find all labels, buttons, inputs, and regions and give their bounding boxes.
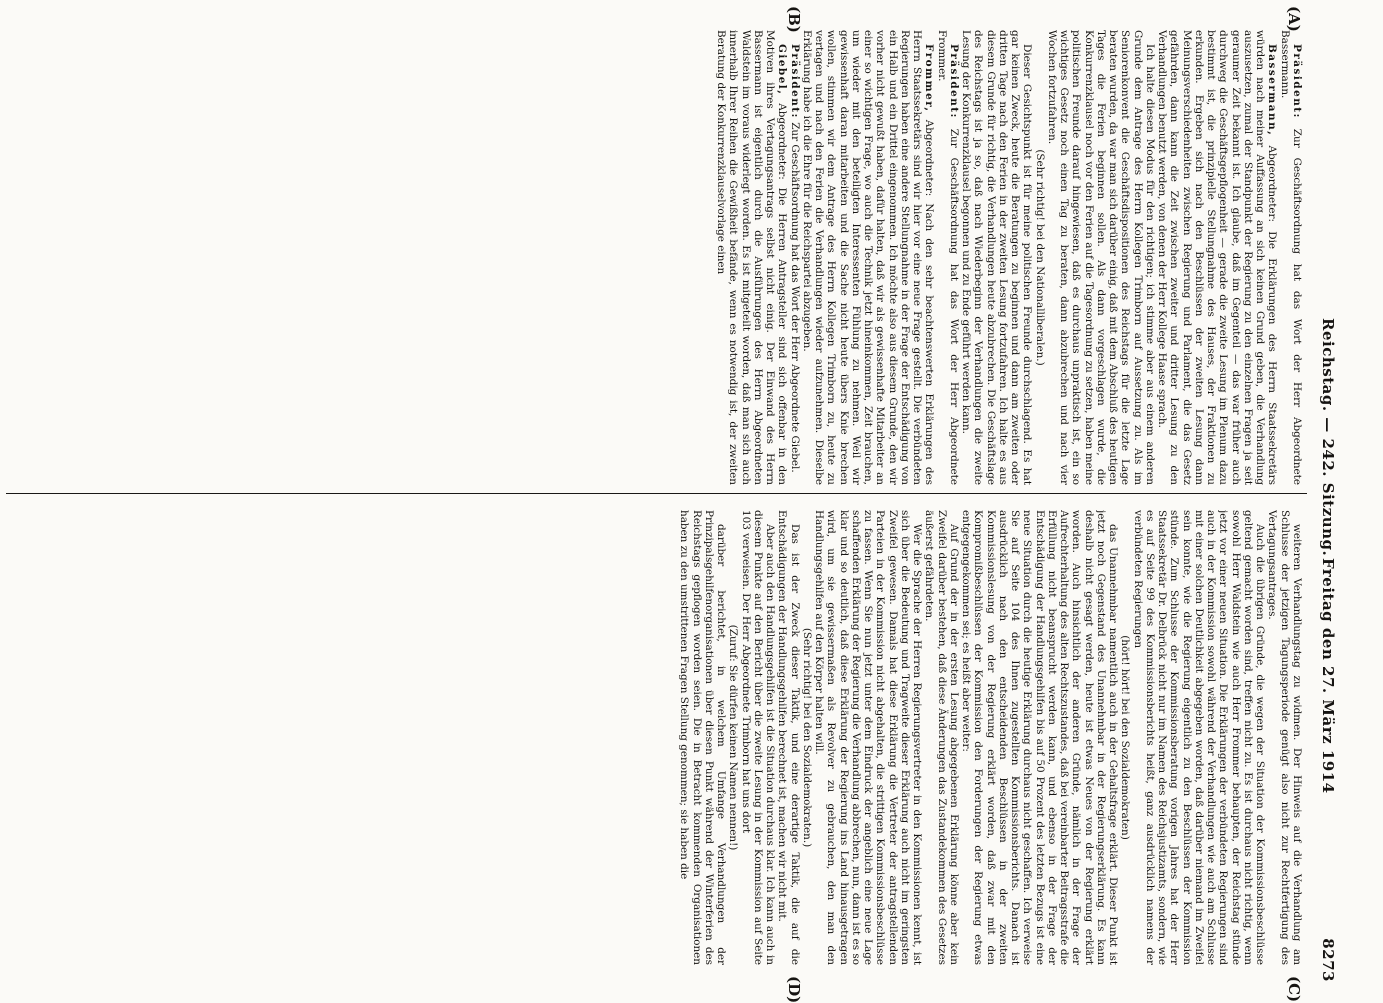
paragraph-text: Abgeordneter: Nach den sehr beachtenswerten Erklärungen des Herrn Staatssekretärs sind wir hier vor eine neue Frage gestellt. Die verbündeten Regierungen haben eine andere Stellungnahme in der Frage der Entschädigung von ein Halb und ein Drittel eingenommen. Ich möchte also aus diesem Grunde, den wir vorher nicht gewußt haben, dafür halten, daß wir als gewissenhafte Mitarbeiter an einer so wichtigen Frage, wo auch die Technik jetzt hineinkommen, Zeit brauchen, um wieder mit den beteiligten Interessenten Fühlung zu nehmen. Weil wir gewissenhaft daran mitarbeiten und die Sache nicht heute übers Knie brechen wollen, stimmen wir dem Antrage des Herrn Kollegen Trimborn zu, heute zu vertagen und nach den Ferien die Verhandlungen wieder aufzunehmen. Dieselbe Erklärung habe ich die Ehre für die Reichspartei abzugeben.	[801, 30, 936, 485]
paragraph-text: (Sehr richtig! bei den Nationalliberalen.)	[1033, 149, 1046, 366]
paragraph	[1266, 510, 1303, 965]
margin-marker-d: (D)	[785, 976, 803, 1003]
paragraph-text: Zur Geschäftsordnung hat das Wort der Herr Abgeordnete Frommer.	[935, 30, 960, 485]
paragraph-text: Zur Geschäftsordnung hat das Wort der Herr Abgeordnete Bassermann.	[1278, 30, 1303, 485]
speaker-name: Präsident:	[948, 44, 960, 119]
paragraph-text: Abgeordneter: Die Herren Antragsteller sind sich offenbar in den Motiven ihres Vertagungsantrags selbst nicht einig. Der Einwand des Herrn Bassermann ist eigentlich durch die Ausführungen des Herrn Abgeordneten Waldstein im voraus widerlegt worden. Es ist mitgeteilt worden, daß man sich auch innerhalb Ihrer Reihen die Gewißheit befände, wenn es notwendig ist, der zweiten Beratung der Konkurrenzklauselvorlage einen	[715, 30, 789, 485]
paragraph	[960, 30, 1034, 485]
margin-marker-c: (C)	[1285, 976, 1303, 1003]
paragraph	[1132, 510, 1267, 965]
page-title: Reichstag. — 242. Sitzung.	[1319, 318, 1337, 557]
margin-marker-b: (B)	[785, 6, 803, 33]
page-date: Freitag den 27. März 1914	[1319, 558, 1337, 794]
margin-marker-a: (A)	[1285, 6, 1303, 32]
paragraph	[678, 510, 727, 965]
speaker-name: Präsident:	[788, 44, 801, 119]
paragraph-text: (Zuruf: Sie dürfen keinen Namen nennen!)	[727, 624, 740, 851]
paragraph	[801, 30, 936, 485]
paragraph-text: Ich halte diesen Modus für den richtigen; ich stimme aber aus einem anderen Grunde dem Antrage des Herrn Kollegen Trimborn auf Aussetzung zu. Als im Seniorenkonvent die Geschäftsdispositionen des Reichstags für die letzte Lage beraten wurden, da war man sich darüber einig, daß mit dem Abschluß des heutigen Tages die Ferien beginnen sollen. Als dann vorgeschlagen wurde, die Konkurrenzklausel noch vor den Ferien auf die Tagesordnung zu setzen, haben meine politischen Freunde darauf hingewiesen, daß es durchaus unpraktisch ist, ein so wichtiges Gesetz noch einen Tag zu beraten, dann abzubrechen und nach vier Wochen fortzufahren.	[1046, 30, 1156, 485]
paragraph-text: Wer die Sprache der Herren Regierungsvertreter in den Kommissionen kennt, ist sich über die Bedeutung und Tragweite dieser Erklärung auch nicht im geringsten Zweifel gewesen. Damals hat diese Erklärung die Vertreter der antragstellenden Parteien in der Kommission nicht abgehalten, die strittigen Kommissionsbeschlüsse zu fassen. Wenn Sie nun jetzt unter dem Eindruck der angeblich eine neue Lage schaffenden Erklärung der Regierung die Verhandlung abbrechen, nun, dann ist es so klar und so deutlich, daß diese Erklärung der Regierung ins Land hinausgetragen wird, um sie gewissermaßen als Revolver zu gebrauchen, den man den Handlungsgehilfen auf den Körper halten will.	[813, 510, 924, 965]
paragraph	[789, 30, 801, 485]
paragraph	[1119, 510, 1131, 965]
speaker-name: Präsident:	[1291, 44, 1303, 119]
paragraph-text: Auch die übrigen Gründe, die wegen der Situation der Kommissionsbeschlüsse geltend gemacht worden sind, treffen nicht zu. Es ist durchaus nicht richtig, wenn sowohl Herr Waldstein wie auch Herr Frommer behaupten, der Reichstag stünde jetzt vor einer neuen Situation. Die Erklärungen der verbündeten Regierungen sind auch in der Kommission sowohl während der Verhandlungen wie auch am Schlusse mit einer solchen Deutlichkeit abgegeben worden, daß darüber niemand im Zweifel sein konnte, wie die Regierung eigentlich zu den Beschlüssen der Kommission stünde. Zum Schlusse der Kommissionsberatung vorigen Jahres hat der Herr Staatssekretär Dr. Delbrück nicht nur im Namen des Reichsjustizamts, sondern, wie es auf Seite 99 des Kommissionsberichts heißt, ganz ausdrücklich namens der verbündeten Regierungen	[1131, 510, 1267, 965]
paragraph	[1279, 30, 1304, 485]
paragraph-text: weiteren Verhandlungstag zu widmen. Der Hinweis auf die Verhandlung am Schlusse der jetzigen Tagungsperiode genügt also nicht zur Rechtfertigung des Vertagungsantrages.	[1266, 510, 1303, 965]
paragraph	[1156, 30, 1279, 485]
paragraph	[936, 30, 961, 485]
paragraph-text: Dieser Gesichtspunkt ist für meine politischen Freunde durchschlagend. Es hat gar keinen Zweck, heute die Beratungen zu beginnen und dann am zweiten oder dritten Tage nach den Ferien in der zweiten Lesung fortzufahren. Ich halte es aus diesem Grunde für richtig, die Verhandlungen heute abzubrechen. Die Geschäftslage des Reichstags ist ja so, daß nach Wiederbeginn der Verhandlungen die zweite Lesung der Konkurrenzklausel begonnen und zu Ende geführt werden kann.	[960, 30, 1034, 485]
paragraph	[776, 510, 801, 965]
paragraph-text: darüber berichtet, in welchem Umfange Verhandlungen der Prinzipalsgehilfenorganisationen über diesen Punkt während der Winterferien des Reichstags gepflogen worden seien. Die in Betracht kommenden Organisationen haben zu den umstrittenen Fragen Stellung genommen; sie haben die	[678, 510, 728, 965]
paragraph	[1034, 30, 1046, 485]
page-number: 8273	[1319, 938, 1337, 982]
paragraph-text: Zur Geschäftsordnung hat das Wort der Herr Abgeordnete Giebel.	[788, 118, 801, 473]
right-column	[22, 510, 1303, 965]
paragraph-text: (Sehr richtig! bei den Sozialdemokraten.)	[801, 627, 813, 848]
paragraph-text: Auf Grund der in der ersten Lesung abgegebenen Erklärung könne aber kein Zweifel darüber bestehen, daß diese Änderungen das Zustandekommen des Gesetzes äußerst gefährdeten.	[923, 510, 960, 965]
paragraph	[740, 510, 777, 965]
paragraph	[727, 510, 739, 965]
paragraph	[1046, 30, 1156, 485]
paragraph	[813, 510, 923, 965]
paragraph-text: Das ist der Zweck dieser Taktik, und eine derartige Taktik, die auf die Entschädigungen der Handlungsgehilfen berechnet ist, machen wir nicht mit.	[776, 510, 801, 965]
column-divider	[6, 493, 1307, 494]
paragraph-text: (hört! hört! bei den Sozialdemokraten)	[1119, 635, 1132, 840]
paragraph-text: Abgeordneter: Die Erklärungen des Herrn Staatssekretärs würden nach meiner Auffassung an sich keinen Grund geben, die Verhandlung auszusetzen, zumal der Standpunkt der Regierung zu den einzelnen Fragen ja seit geraumer Zeit bekannt ist. Ich glaube, daß im Gegenteil — das war früher auch durchweg die Geschäftsgepflogenheit — gerade die zweite Lesung im Plenum dazu bestimmt ist, die prinzipielle Stellungnahme des Hauses, der Fraktionen zu erkunden. Ergeben sich nach den Beschlüssen der zweiten Lesung dann Meinungsverschiedenheiten zwischen Regierung und Parlament, die das Gesetz gefährden, dann kann die Zeit zwischen zweiter und dritter Lesung zu den Verhandlungen benutzt werden, von denen der Herr Kollege Haase sprach.	[1156, 30, 1279, 485]
speaker-name: Giebel,	[776, 44, 789, 96]
left-column	[22, 30, 1303, 485]
speaker-name: Frommer,	[923, 44, 936, 113]
paragraph	[960, 510, 1119, 965]
speaker-name: Bassermann,	[1266, 44, 1279, 137]
paragraph	[801, 510, 813, 965]
page-header	[1311, 18, 1337, 982]
paragraph-text: Aber auch den Handlungsgehilfen ist die Situation durchaus klar. Ich kann auch in diesem Punkte auf den Bericht über die zweite Lesung in der Kommission auf Seite 103 verweisen. Der Herr Abgeordnete Trimborn hat uns dort	[739, 510, 777, 965]
paragraph-text: das Unannehmbar namentlich auch in der Gehaltsfrage erklärt. Dieser Punkt ist jetzt noch Gegenstand des Unannehmbar in der Regierungserklärung. Es kann deshalb nicht gesagt werden, heute ist etwas Neues von der Regierung erklärt worden. Auch hinsichtlich der anderen Gründe, nämlich in der Frage der Aufrechterhaltung des alten Rechtszustandes, daß bei vereinbarter Beitragsstrafe die Erfüllung nicht beansprucht werden kann, und ebenso in der Frage der Entschädigung der Handlungsgehilfen bis auf 50 Prozent des letzten Bezugs ist eine neue Situation durch die heutige Erklärung durchaus nicht geschaffen. Ich verweise Sie auf Seite 104 des Ihnen zugestellten Kommissionsberichts. Danach ist ausdrücklich nach den entscheidenden Beschlüssen in der zweiten Kommissionslesung von der Regierung erklärt worden, daß zwar mit den Kompromißbeschlüssen der Kommission den Forderungen der Regierung etwas entgegengekommen sei; es heißt aber weiter:	[960, 510, 1120, 965]
paragraph	[715, 30, 789, 485]
paragraph	[923, 510, 960, 965]
